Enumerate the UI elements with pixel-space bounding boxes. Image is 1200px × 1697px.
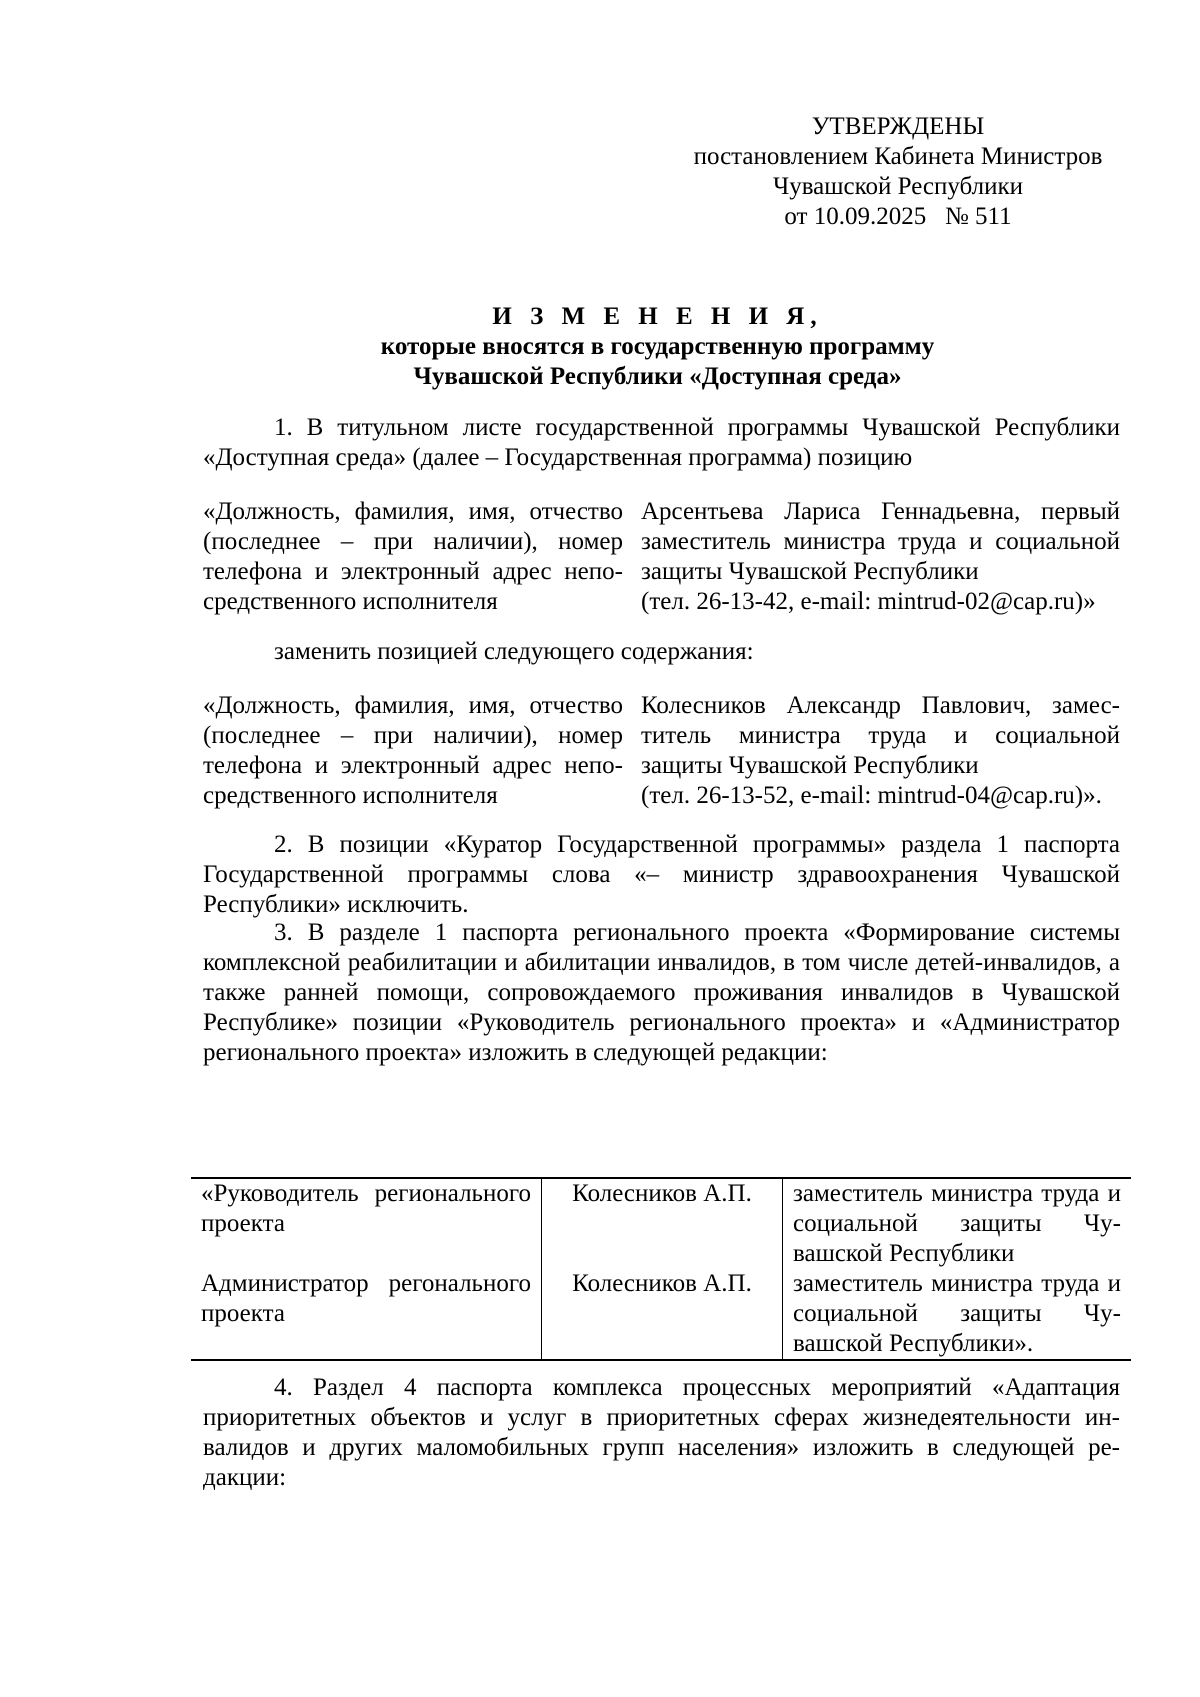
position-new-person: Колесников Александр Павлович, заместитель министра труда и социальной защиты Чувашской Республики [641,692,1120,779]
title-main: И З М Е Н Е Н И Я, [492,303,823,330]
title-subtitle-2: Чувашской Республики «Доступная среда» [413,363,902,390]
paragraph-3: 3. В разделе 1 паспорта регионального проекта «Формирование системы комплексной реабилитации и абилитации инвалидов, в том числе детей-инвалидов, а также ранней помощи, сопровождаемого проживания инвалидов в Чувашской Республике» позиции «Руководитель регионального проекта» и «Администратор регионального проекта» изложить в следующей редакции: [203,919,1120,1066]
position-new [203,691,1120,811]
paragraph-1: 1. В титульном листе государственной программы Чувашской Республики «Доступная среда» (далее – Государственная программа) позицию [203,414,1120,471]
title-subtitle-1: которые вносятся в государственную программу [380,333,935,360]
approval-region: Чувашской Республики [772,173,1024,200]
table-cell-position: заместитель министра труда и социальной защиты Чувашской Республики». [783,1269,1131,1360]
paragraph-2: 2. В позиции «Куратор Государственной программы» раздела 1 паспорта Государственной программы слова «– министр здравоохранения Чувашской Республики» исключить. [203,831,1120,918]
position-old-value [641,497,1120,617]
approval-stamp-block [668,112,1128,232]
approval-issuer: постановлением Кабинета Министров [693,143,1103,170]
position-new-contact: (тел. 26-13-52, e-mail: mintrud-04@cap.ru)». [641,782,1102,809]
table-cell-role: «Руководитель регионального проекта [191,1178,541,1269]
paragraph-4: 4. Раздел 4 паспорта комплекса процессных мероприятий «Адаптация приоритетных объектов и услуг в приоритетных сферах жизнедеятельности инвалидов и других маломобильных групп населения» изложить в следующей редакции: [203,1374,1120,1491]
table-row [191,1269,1131,1360]
position-old [203,497,1120,617]
position-old-person: Арсентьева Лариса Геннадьевна, первый заместитель министра труда и социальной защиты Чувашской Республики [641,498,1120,585]
position-new-label: «Должность, фамилия, имя, отчество (последнее – при наличии), номер телефона и электронный адрес непосредственного исполнителя [203,692,623,809]
table-cell-name: Колесников А.П. [541,1269,782,1360]
position-old-contact: (тел. 26-13-42, e-mail: mintrud-02@cap.ru)» [641,588,1096,615]
position-new-value [641,691,1120,811]
table-row [191,1178,1131,1269]
position-old-label: «Должность, фамилия, имя, отчество (последнее – при наличии), номер телефона и электронный адрес непосредственного исполнителя [203,498,623,615]
replace-instruction: заменить позицией следующего содержания: [274,638,754,665]
approval-date-number: от 10.09.2025 № 511 [784,203,1012,230]
document-title [195,302,1120,392]
table-cell-name: Колесников А.П. [541,1178,782,1269]
project-roles-table [191,1177,1131,1361]
approval-heading: УТВЕРЖДЕНЫ [811,113,985,140]
table-cell-role: Администратор регонального проекта [191,1269,541,1360]
table-cell-position: заместитель министра труда и социальной защиты Чувашской Республики [783,1178,1131,1269]
